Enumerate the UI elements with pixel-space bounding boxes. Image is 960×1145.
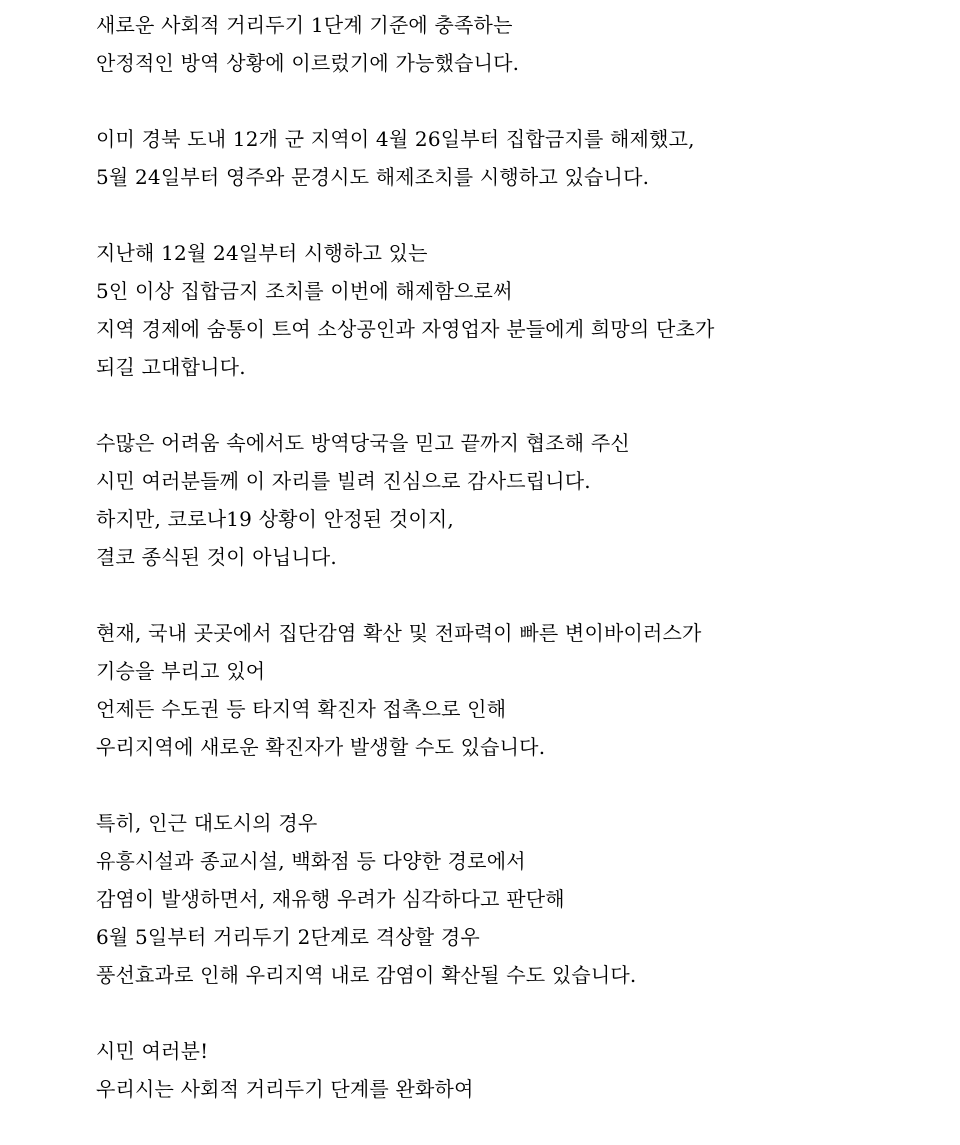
text-line: 6월 5일부터 거리두기 2단계로 격상할 경우 — [96, 925, 480, 949]
text-line: 풍선효과로 인해 우리지역 내로 감염이 확산될 수도 있습니다. — [96, 963, 637, 987]
text-line: 안정적인 방역 상황에 이르렀기에 가능했습니다. — [96, 51, 520, 75]
text-line: 지난해 12월 24일부터 시행하고 있는 — [96, 241, 428, 265]
paragraph — [96, 120, 936, 196]
text-line: 시민 여러분들께 이 자리를 빌려 진심으로 감사드립니다. — [96, 469, 591, 493]
text-line: 감염이 발생하면서, 재유행 우려가 심각하다고 판단해 — [96, 887, 565, 911]
paragraph — [96, 6, 936, 82]
text-line: 5월 24일부터 영주와 문경시도 해제조치를 시행하고 있습니다. — [96, 165, 650, 189]
paragraph — [96, 234, 936, 386]
text-line: 우리지역에 새로운 확진자가 발생할 수도 있습니다. — [96, 735, 546, 759]
text-line: 결코 종식된 것이 아닙니다. — [96, 545, 337, 569]
paragraph — [96, 424, 936, 576]
text-line: 하지만, 코로나19 상황이 안정된 것이지, — [96, 507, 454, 531]
paragraph — [96, 804, 936, 994]
text-line: 되길 고대합니다. — [96, 355, 246, 379]
document-body — [96, 6, 936, 1108]
text-line: 언제든 수도권 등 타지역 확진자 접촉으로 인해 — [96, 697, 507, 721]
text-line: 수많은 어려움 속에서도 방역당국을 믿고 끝까지 협조해 주신 — [96, 431, 630, 455]
text-line: 이미 경북 도내 12개 군 지역이 4월 26일부터 집합금지를 해제했고, — [96, 127, 695, 151]
text-line: 현재, 국내 곳곳에서 집단감염 확산 및 전파력이 빠른 변이바이러스가 — [96, 621, 702, 645]
paragraph — [96, 1032, 936, 1108]
text-line: 시민 여러분! — [96, 1039, 209, 1063]
text-line: 우리시는 사회적 거리두기 단계를 완화하여 — [96, 1077, 474, 1101]
text-line: 기승을 부리고 있어 — [96, 659, 266, 683]
text-line: 특히, 인근 대도시의 경우 — [96, 811, 318, 835]
text-line: 새로운 사회적 거리두기 1단계 기준에 충족하는 — [96, 13, 513, 37]
text-line: 유흥시설과 종교시설, 백화점 등 다양한 경로에서 — [96, 849, 526, 873]
text-line: 지역 경제에 숨통이 트여 소상공인과 자영업자 분들에게 희망의 단초가 — [96, 317, 715, 341]
paragraph — [96, 614, 936, 766]
text-line: 5인 이상 집합금지 조치를 이번에 해제함으로써 — [96, 279, 513, 303]
